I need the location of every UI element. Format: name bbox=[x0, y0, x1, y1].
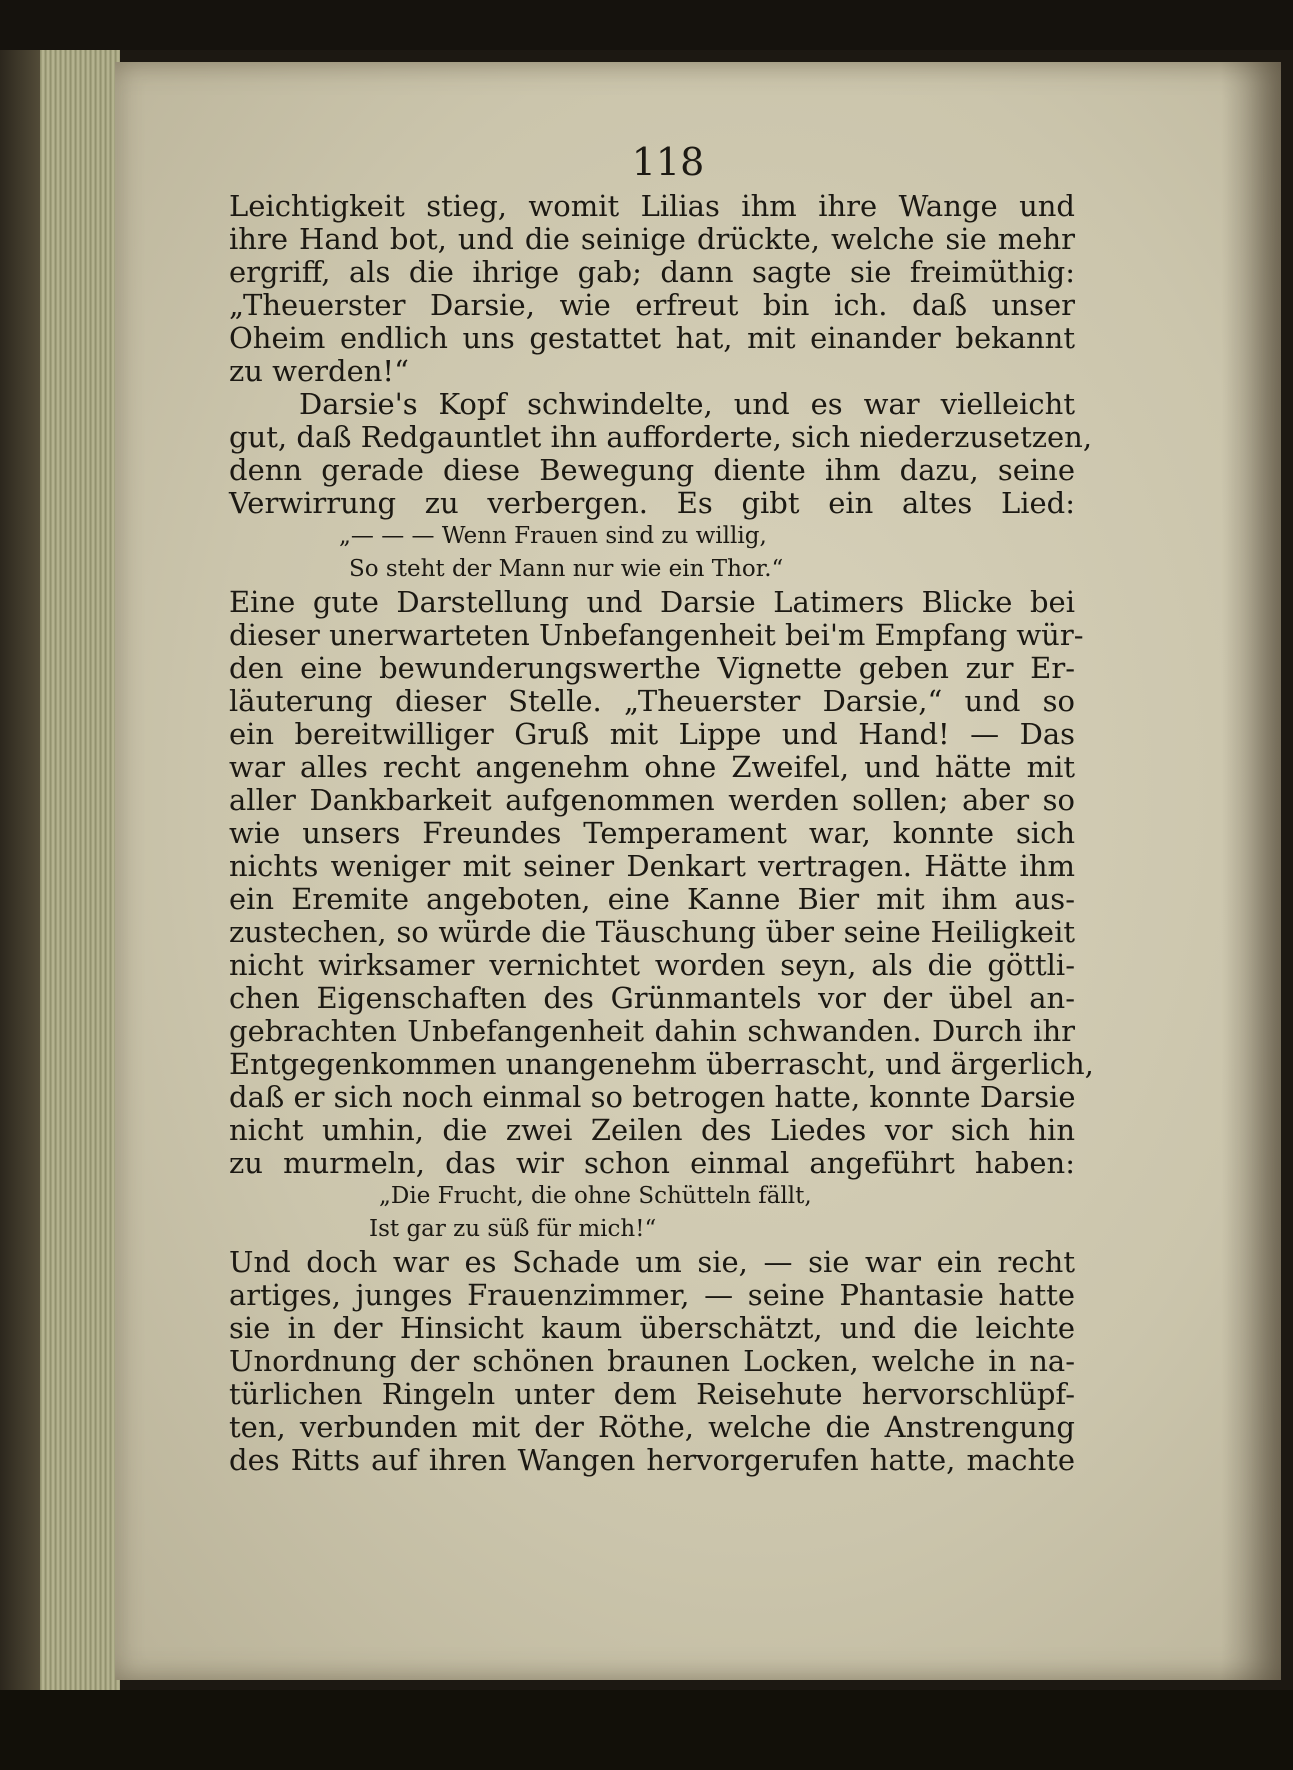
text-line: zu werden!“ bbox=[229, 354, 409, 388]
verse-line: Ist gar zu süß für mich!“ bbox=[369, 1216, 657, 1242]
text-line: chen Eigenschaften des Grünmantels vor der übel an- bbox=[229, 981, 1075, 1015]
text-line: ein Eremite angeboten, eine Kanne Bier mit ihm aus- bbox=[229, 882, 1075, 916]
text-line: zustechen, so würde die Täuschung über seine Heiligkeit bbox=[229, 915, 1075, 949]
verse-line: So steht der Mann nur wie ein Thor.“ bbox=[349, 556, 784, 582]
text-line: Und doch war es Schade um sie, — sie war ein recht bbox=[229, 1245, 1075, 1279]
text-line: „Theuerster Darsie, wie erfreut bin ich. daß unser bbox=[229, 288, 1075, 322]
text-line: wie unsers Freundes Temperament war, konnte sich bbox=[229, 816, 1075, 850]
text-line: läuterung dieser Stelle. „Theuerster Darsie,“ und so bbox=[229, 684, 1075, 718]
text-line: Oheim endlich uns gestattet hat, mit einander bekannt bbox=[229, 321, 1075, 355]
text-line: zu murmeln, das wir schon einmal angeführt haben: bbox=[229, 1146, 1075, 1180]
text-line: den eine bewunderungswerthe Vignette geben zur Er- bbox=[229, 651, 1075, 685]
bottom-shadow-band bbox=[0, 1690, 1293, 1770]
text-line: war alles recht angenehm ohne Zweifel, und hätte mit bbox=[229, 750, 1075, 784]
text-line: nicht wirksamer vernichtet worden seyn, als die göttli- bbox=[229, 948, 1075, 982]
text-line: Unordnung der schönen braunen Locken, welche in na- bbox=[229, 1344, 1075, 1378]
text-line: Verwirrung zu verbergen. Es gibt ein altes Lied: bbox=[229, 486, 1075, 520]
verse-line: „— — — Wenn Frauen sind zu willig, bbox=[339, 523, 767, 549]
text-line: ihre Hand bot, und die seinige drückte, welche sie mehr bbox=[229, 222, 1075, 256]
text-line: ten, verbunden mit der Röthe, welche die Anstrengung bbox=[229, 1410, 1075, 1444]
book-cover-edge bbox=[0, 50, 40, 1690]
text-line: aller Dankbarkeit aufgenommen werden sollen; aber so bbox=[229, 783, 1075, 817]
text-line: nicht umhin, die zwei Zeilen des Liedes vor sich hin bbox=[229, 1113, 1075, 1147]
text-line: ergriff, als die ihrige gab; dann sagte sie freimüthig: bbox=[229, 255, 1075, 289]
body-text bbox=[229, 189, 1094, 1477]
text-line: türlichen Ringeln unter dem Reisehute hervorschlüpf- bbox=[229, 1377, 1075, 1411]
text-line: Entgegenkommen unangenehm überrascht, und ärgerlich, bbox=[229, 1047, 1094, 1081]
text-line: artiges, junges Frauenzimmer, — seine Phantasie hatte bbox=[229, 1278, 1075, 1312]
text-line: nichts weniger mit seiner Denkart vertragen. Hätte ihm bbox=[229, 849, 1075, 883]
text-line: ein bereitwilliger Gruß mit Lippe und Hand! — Das bbox=[229, 717, 1075, 751]
text-line: Eine gute Darstellung und Darsie Latimers Blicke bei bbox=[229, 585, 1075, 619]
page-number: 118 bbox=[631, 140, 705, 184]
text-line: Leichtigkeit stieg, womit Lilias ihm ihre Wange und bbox=[229, 189, 1075, 223]
text-line: sie in der Hinsicht kaum überschätzt, und die leichte bbox=[229, 1311, 1075, 1345]
spine-shadow bbox=[1221, 62, 1281, 1680]
text-line: dieser unerwarteten Unbefangenheit bei'm Empfang wür- bbox=[229, 618, 1084, 652]
text-line: denn gerade diese Bewegung diente ihm dazu, seine bbox=[229, 453, 1075, 487]
text-line: Darsie's Kopf schwindelte, und es war vielleicht bbox=[299, 387, 1075, 421]
text-line: des Ritts auf ihren Wangen hervorgerufen hatte, machte bbox=[229, 1443, 1075, 1477]
text-line: gebrachten Unbefangenheit dahin schwanden. Durch ihr bbox=[229, 1014, 1075, 1048]
text-line: daß er sich noch einmal so betrogen hatte, konnte Darsie bbox=[229, 1080, 1076, 1114]
top-shadow-band bbox=[0, 0, 1293, 50]
text-line: gut, daß Redgauntlet ihn aufforderte, sich niederzusetzen, bbox=[229, 420, 1093, 454]
verse-line: „Die Frucht, die ohne Schütteln fällt, bbox=[379, 1183, 812, 1209]
